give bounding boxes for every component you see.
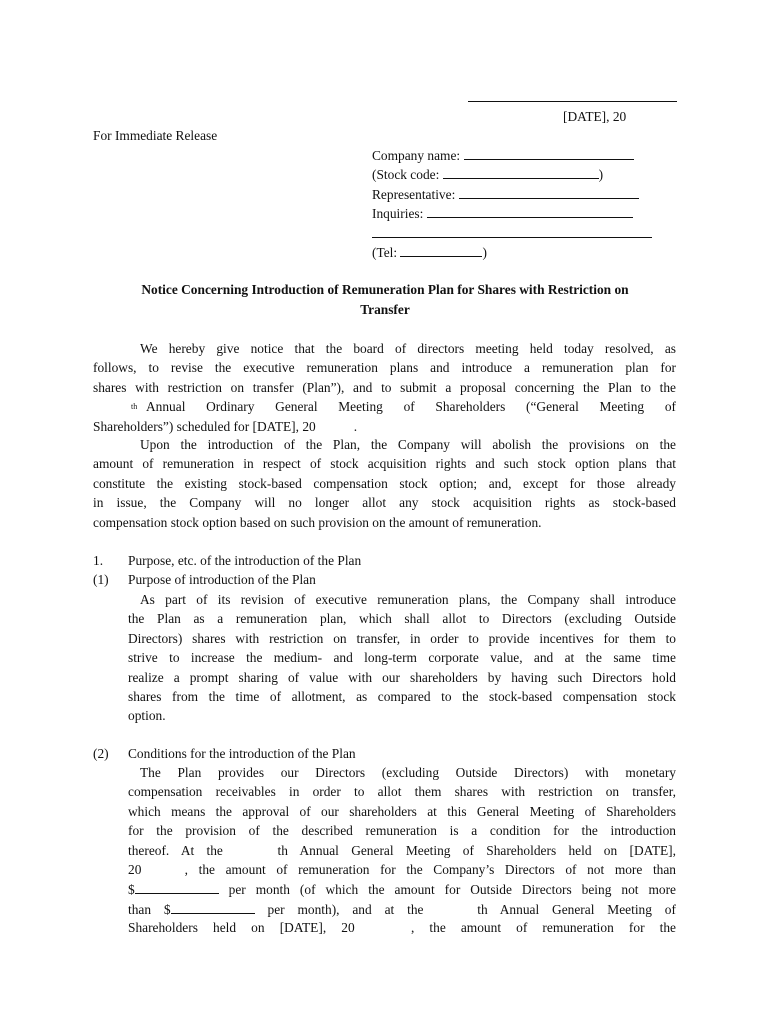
intro-paragraph xyxy=(93,339,676,436)
section-1-number: 1. xyxy=(93,553,104,568)
tel-close: ) xyxy=(482,245,487,260)
amount-blank xyxy=(135,879,219,894)
conditions-line xyxy=(128,899,676,918)
title-line-1: Notice Concerning Introduction of Remuneration Plan for Shares with Restriction on xyxy=(141,282,629,297)
intro-period: . xyxy=(353,418,358,434)
conditions-paragraph xyxy=(128,763,676,938)
conditions-line: The Plan provides our Directors (excluding Outside Directors) with monetary xyxy=(140,765,676,780)
purpose-line: Directors) shares with restriction on transfer, in order to provide incentives for them to xyxy=(128,630,676,646)
abolish-line: constitute the existing stock-based compensation stock option; and, except for those already xyxy=(93,475,676,491)
intro-line: follows, to revise the executive remuneration plans and introduce a remuneration plan for xyxy=(93,360,676,376)
intro-line-text: Annual Ordinary General Meeting of Shareholders (“General Meeting of xyxy=(146,399,676,415)
section-1-1-number: (1) xyxy=(93,572,109,587)
conditions-line-text: th Annual General Meeting of Shareholders held on [DATE], xyxy=(277,842,676,858)
conditions-line xyxy=(128,860,676,879)
intro-line: We hereby give notice that the board of directors meeting held today resolved, as xyxy=(140,341,676,356)
inquiries-second-line xyxy=(372,237,652,238)
abolish-line: compensation stock option based on such provision on the amount of remuneration. xyxy=(93,514,542,530)
conditions-line-text: per month (of which the amount for Outside Directors being not more xyxy=(228,882,676,898)
section-1-2-number: (2) xyxy=(93,746,109,761)
intro-line xyxy=(93,397,676,416)
abolish-paragraph xyxy=(93,435,676,532)
inquiries-blank xyxy=(427,203,633,218)
purpose-line: strive to increase the medium- and long-term corporate value, and at the same time xyxy=(128,650,676,666)
representative-blank xyxy=(459,184,639,199)
abolish-line: in issue, the Company will no longer allot any stock acquisition rights as stock-based xyxy=(93,495,676,511)
purpose-paragraph xyxy=(128,590,676,726)
tel-blank xyxy=(400,242,482,257)
company-name-label: Company name: xyxy=(372,148,461,163)
representative-label: Representative: xyxy=(372,187,456,202)
conditions-line-text: 20 xyxy=(128,861,142,877)
conditions-line-text: $ xyxy=(128,882,135,898)
purpose-line: As part of its revision of executive remuneration plans, the Company shall introduce xyxy=(140,592,676,607)
section-1-heading: Purpose, etc. of the introduction of the Plan xyxy=(128,553,362,568)
conditions-line-text: th Annual General Meeting of xyxy=(477,901,676,917)
abolish-line: Upon the introduction of the Plan, the Company will abolish the provisions on the xyxy=(140,437,676,452)
inquiries-field xyxy=(372,203,633,223)
conditions-line-text: , the amount of remuneration for the xyxy=(410,920,676,936)
section-1-1-heading: Purpose of introduction of the Plan xyxy=(128,572,316,587)
conditions-line-text: thereof. At the xyxy=(128,842,223,858)
purpose-line: realize a prompt sharing of value with our shareholders by having such Directors hold xyxy=(128,669,676,685)
stock-code-label: (Stock code: xyxy=(372,167,440,182)
conditions-line xyxy=(128,879,676,898)
stock-code-blank xyxy=(443,164,599,179)
date-signature-line xyxy=(468,101,677,102)
conditions-line: which means the approval of our shareholders at this General Meeting of Shareholders xyxy=(128,803,676,819)
stock-code-field xyxy=(372,164,603,184)
intro-line-text: Shareholders”) scheduled for [DATE], 20 xyxy=(93,418,316,434)
conditions-line xyxy=(128,841,676,860)
purpose-line: the Plan as a remuneration plan, which shall allot to Directors (excluding Outside xyxy=(128,611,676,627)
section-1-2-heading: Conditions for the introduction of the Plan xyxy=(128,746,356,761)
intro-line xyxy=(93,417,676,436)
outside-amount-blank xyxy=(171,899,255,914)
ordinal-suffix: th xyxy=(131,402,138,412)
date-line: [DATE], 20 xyxy=(563,109,627,124)
purpose-line: shares from the time of allotment, as compared to the stock-based compensation stock xyxy=(128,688,676,704)
company-name-blank xyxy=(464,145,634,160)
conditions-line xyxy=(128,918,676,937)
stock-code-close: ) xyxy=(598,167,604,182)
conditions-line-text: per month), and at the xyxy=(267,901,424,917)
conditions-line-text: Shareholders held on [DATE], 20 xyxy=(128,920,355,936)
representative-field xyxy=(372,184,639,204)
release-label: For Immediate Release xyxy=(93,128,218,143)
conditions-line: compensation receivables in order to allot them shares with restriction on transfer, xyxy=(128,784,676,800)
inquiries-label: Inquiries: xyxy=(372,206,424,221)
conditions-line-text: , the amount of remuneration for the Company’s Directors of not more than xyxy=(184,861,677,877)
purpose-line: option. xyxy=(128,708,166,724)
notice-title xyxy=(93,280,677,319)
abolish-line: amount of remuneration in respect of stock acquisition rights and such stock option plans that xyxy=(93,456,676,472)
conditions-line-text: than $ xyxy=(128,901,171,917)
title-line-2: Transfer xyxy=(360,301,410,317)
tel-field xyxy=(372,242,487,262)
company-name-field xyxy=(372,145,634,165)
tel-label: (Tel: xyxy=(372,245,398,260)
intro-line: shares with restriction on transfer (Plan”), and to submit a proposal concerning the Plan to the xyxy=(93,379,676,395)
conditions-line: for the provision of the described remuneration is a condition for the introduction xyxy=(128,823,676,839)
